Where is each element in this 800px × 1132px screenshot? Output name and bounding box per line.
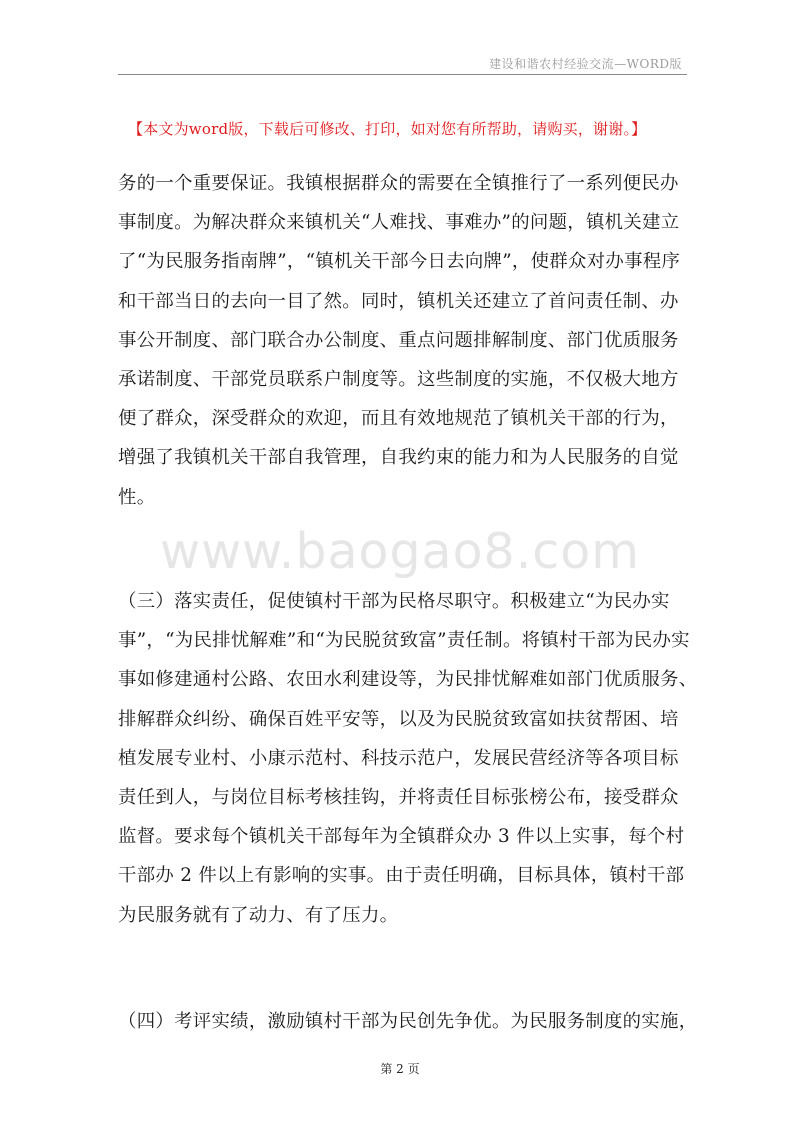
paragraph-section-three [118, 582, 698, 935]
text-line: 责任到人，与岗位目标考核挂钩，并将责任目标张榜公布，接受群众 [118, 786, 679, 808]
text-line: 事”，“为民排忧解难”和“为民脱贫致富”责任制。将镇村干部为民办实 [118, 630, 690, 652]
paragraph-service-system [118, 164, 684, 517]
download-notice: 【本文为word版，下载后可修改、打印，如对您有所帮助，请购买，谢谢。】 [128, 120, 647, 138]
page-number: 第 2 页 [380, 1062, 420, 1076]
text-line: 务的一个重要保证。我镇根据群众的需要在全镇推行了一系列便民办 [118, 173, 679, 194]
text-line: 干部办 2 件以上有影响的实事。由于责任明确，目标具体，镇村干部 [118, 865, 685, 887]
text-line: （三）落实责任，促使镇村干部为民格尽职守。积极建立“为民办实 [118, 591, 670, 612]
text-line: 事如修建通村公路、农田水利建设等，为民排忧解难如部门优质服务、 [118, 669, 698, 691]
text-line: 排解群众纠纷、确保百姓平安等，以及为民脱贫致富如扶贫帮困、培 [118, 708, 679, 730]
text-line: （四）考评实绩，激励镇村干部为民创先争优。为民服务制度的实施， [118, 1011, 698, 1032]
text-line: 性。 [118, 486, 156, 508]
watermark: www.baogao8.com [160, 523, 640, 580]
paragraph-section-four [118, 1002, 698, 1041]
text-line: 植发展专业村、小康示范村、科技示范户，发展民营经济等各项目标 [118, 747, 679, 769]
header-divider [118, 74, 687, 75]
text-line: 事公开制度、部门联合办公制度、重点问题排解制度、部门优质服务 [118, 329, 679, 351]
text-line: 了“为民服务指南牌”，“镇机关干部今日去向牌”，使群众对办事程序 [118, 251, 681, 273]
text-line: 便了群众，深受群众的欢迎，而且有效地规范了镇机关干部的行为， [118, 408, 679, 430]
header-title: 建设和谐农村经验交流—WORD版 [489, 57, 682, 71]
text-line: 事制度。为解决群众来镇机关“人难找、事难办”的问题，镇机关建立 [118, 212, 680, 234]
text-line: 承诺制度、干部党员联系户制度等。这些制度的实施，不仅极大地方 [118, 368, 679, 390]
text-line: 和干部当日的去向一目了然。同时，镇机关还建立了首问责任制、办 [118, 290, 679, 312]
text-line: 增强了我镇机关干部自我管理，自我约束的能力和为人民服务的自觉 [118, 447, 679, 469]
text-line: 为民服务就有了动力、有了压力。 [118, 904, 399, 926]
text-line: 监督。要求每个镇机关干部每年为全镇群众办 3 件以上实事，每个村 [118, 826, 685, 848]
